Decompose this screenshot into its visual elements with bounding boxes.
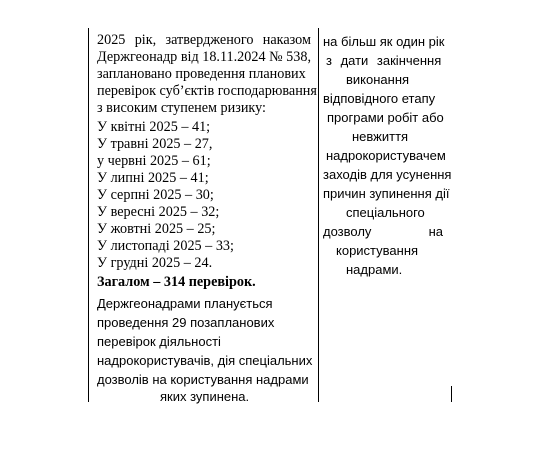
month-november: У листопаді 2025 – 33; (97, 238, 234, 254)
intro-line-5: з високим ступенем ризику: (97, 100, 266, 116)
right-line-12: користування (336, 243, 419, 258)
table-column-divider (318, 28, 319, 402)
intro-line-1-w4: наказом (262, 32, 311, 48)
right-line-1: на більш як один рік (323, 34, 445, 49)
month-june: у червні 2025 – 61; (97, 153, 211, 169)
table-right-border (451, 386, 452, 402)
right-line-9: причин зупинення дії (323, 186, 450, 201)
month-may: У травні 2025 – 27, (97, 136, 213, 152)
month-october: У жовтні 2025 – 25; (97, 221, 216, 237)
intro-line-1 (97, 32, 311, 49)
intro-line-1-w3: затвердженого (165, 32, 254, 48)
unplanned-line-6: яких зупинена. (160, 389, 250, 404)
month-july: У липні 2025 – 41; (97, 170, 209, 186)
unplanned-line-1: Держгеонадрами планується (97, 296, 273, 311)
month-august: У серпні 2025 – 30; (97, 187, 214, 203)
total-inspections: Загалом – 314 перевірок. (97, 274, 256, 290)
right-line-11 (323, 223, 443, 240)
table-left-border (88, 28, 89, 402)
month-april: У квітні 2025 – 41; (97, 119, 211, 135)
right-line-13: надрами. (346, 262, 403, 277)
right-line-7: надрокористувачем (326, 148, 446, 163)
intro-line-3: заплановано проведення планових (97, 66, 306, 82)
unplanned-line-2: проведення 29 позапланових (97, 315, 275, 330)
unplanned-line-4: надрокористувачів, дія спеціальних (97, 353, 313, 368)
intro-line-1-w1: 2025 (97, 32, 126, 48)
right-line-11-w1: дозволу (323, 224, 372, 239)
unplanned-line-5: дозволів на користування надрами (97, 372, 309, 387)
right-line-2: з дати закінчення (326, 53, 442, 68)
intro-line-4: перевірок суб’єктів господарювання (97, 83, 317, 99)
right-line-5: програми робіт або (327, 110, 444, 125)
month-december: У грудні 2025 – 24. (97, 255, 213, 271)
right-line-11-w2: на (428, 224, 443, 239)
month-september: У вересні 2025 – 32; (97, 204, 220, 220)
unplanned-line-3: перевірок діяльності (97, 334, 221, 349)
right-line-4: відповідного етапу (323, 91, 436, 106)
right-line-10: спеціального (346, 205, 425, 220)
right-line-8: заходів для усунення (323, 167, 452, 182)
intro-line-1-w2: рік, (134, 32, 157, 48)
intro-line-2: Держгеонадр від 18.11.2024 № 538, (97, 49, 311, 65)
right-line-3: виконання (346, 72, 410, 87)
right-line-6: невжиття (352, 129, 409, 144)
